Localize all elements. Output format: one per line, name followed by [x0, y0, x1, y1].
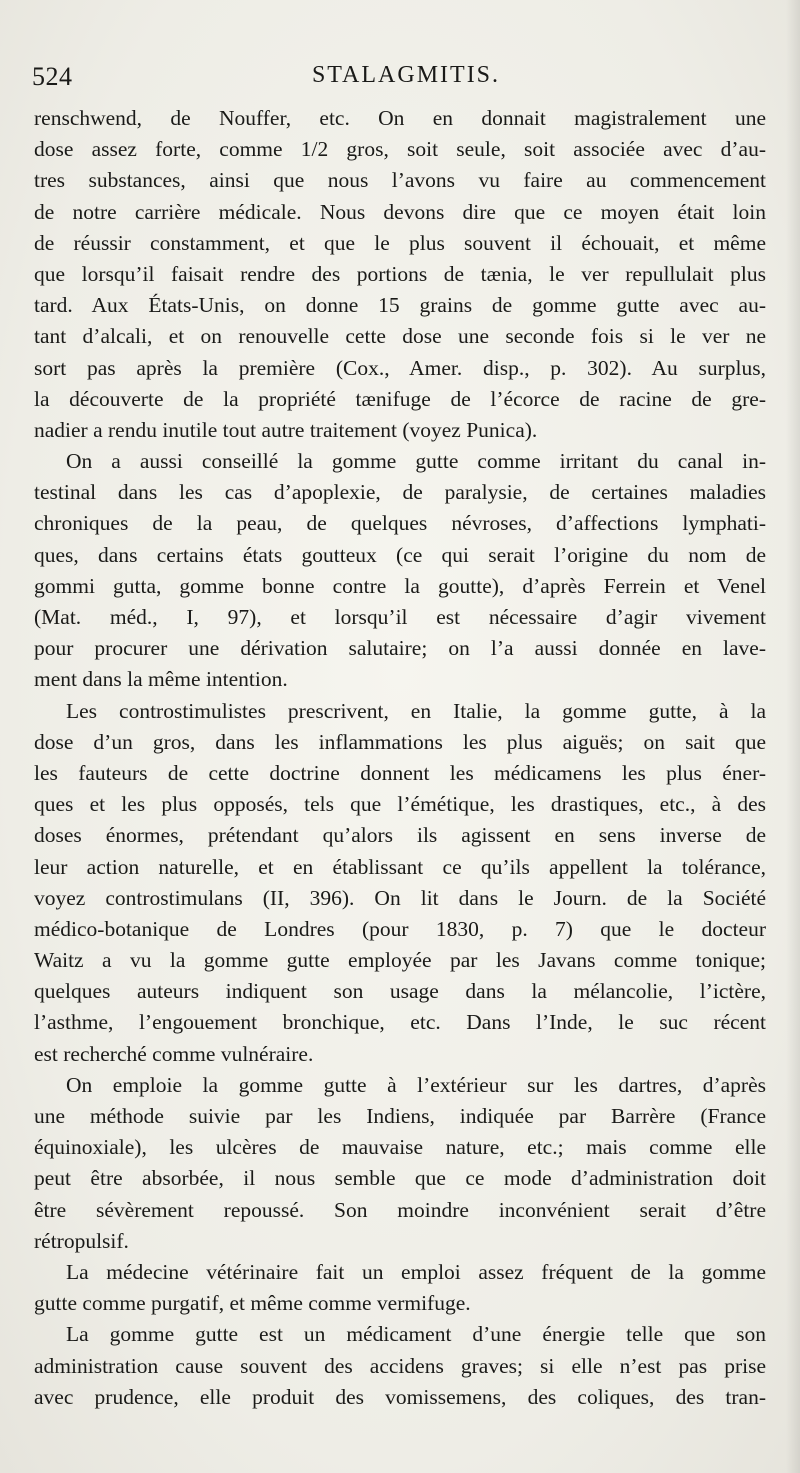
text-line: La gomme gutte est un médicament d’une énergie telle que son — [66, 1322, 766, 1347]
text-line: peut être absorbée, il nous semble que ce mode d’administration doit — [34, 1166, 766, 1191]
text-line: tres substances, ainsi que nous l’avons vu faire au commencement — [34, 168, 766, 193]
text-line: On emploie la gomme gutte à l’extérieur sur les dartres, d’après — [66, 1072, 766, 1097]
page-edge-shadow — [786, 0, 800, 1473]
text-line: pour procurer une dérivation salutaire; on l’a aussi donnée en lave- — [34, 636, 766, 661]
text-line: l’asthme, l’engouement bronchique, etc. Dans l’Inde, le suc récent — [34, 1010, 766, 1035]
text-line: ques et les plus opposés, tels que l’émétique, les drastiques, etc., à des — [34, 792, 766, 817]
text-line: leur action naturelle, et en établissant ce qu’ils appellent la tolérance, — [34, 854, 766, 879]
body-text — [34, 103, 766, 1413]
text-line: médico-botanique de Londres (pour 1830, p. 7) que le docteur — [34, 916, 766, 941]
text-line: de réussir constamment, et que le plus souvent il échouait, et même — [34, 230, 766, 255]
text-line: quelques auteurs indiquent son usage dans la mélancolie, l’ictère, — [34, 979, 766, 1004]
text-line: sort pas après la première (Cox., Amer. disp., p. 302). Au surplus, — [34, 355, 766, 380]
text-line: tard. Aux États-Unis, on donne 15 grains de gomme gutte avec au- — [34, 293, 766, 318]
text-line: dose d’un gros, dans les inflammations les plus aiguës; on sait que — [34, 729, 766, 754]
text-line: les fauteurs de cette doctrine donnent les médicamens les plus éner- — [34, 760, 766, 785]
text-line: équinoxiale), les ulcères de mauvaise nature, etc.; mais comme elle — [34, 1135, 766, 1160]
text-line: (Mat. méd., I, 97), et lorsqu’il est nécessaire d’agir vivement — [34, 605, 766, 629]
text-line: Les controstimulistes prescrivent, en Italie, la gomme gutte, à la — [66, 698, 766, 723]
text-line: rétropulsif. — [34, 1228, 129, 1253]
text-line: chroniques de la peau, de quelques névroses, d’affections lymphati- — [34, 511, 766, 536]
text-line: est recherché comme vulnéraire. — [34, 1041, 314, 1066]
running-title: STALAGMITIS. — [311, 62, 501, 88]
text-line: de notre carrière médicale. Nous devons dire que ce moyen était loin — [34, 199, 766, 224]
text-line: gutte comme purgatif, et même comme vermifuge. — [34, 1291, 471, 1316]
text-line: ment dans la même intention. — [34, 667, 288, 692]
text-line: une méthode suivie par les Indiens, indiquée par Barrère (France — [34, 1104, 766, 1128]
text-line: voyez controstimulans (II, 396). On lit dans le Journ. de la Société — [34, 885, 766, 910]
text-line: On a aussi conseillé la gomme gutte comme irritant du canal in- — [66, 449, 766, 474]
page-header — [32, 62, 760, 102]
text-line: être sévèrement repoussé. Son moindre inconvénient serait d’être — [34, 1197, 766, 1222]
text-line: renschwend, de Nouffer, etc. On en donnait magistralement une — [34, 106, 766, 130]
text-line: ques, dans certains états goutteux (ce qui serait l’origine du nom de — [34, 542, 766, 567]
text-line: testinal dans les cas d’apoplexie, de paralysie, de certaines maladies — [34, 480, 766, 505]
text-line: dose assez forte, comme 1/2 gros, soit seule, soit associée avec d’au- — [34, 137, 766, 162]
page-number: 524 — [32, 62, 73, 91]
text-line: administration cause souvent des accidens graves; si elle n’est pas prise — [34, 1353, 766, 1378]
text-line: gommi gutta, gomme bonne contre la goutte), d’après Ferrein et Venel — [34, 573, 766, 598]
text-line: avec prudence, elle produit des vomissemens, des coliques, des tran- — [34, 1384, 766, 1409]
text-line: que lorsqu’il faisait rendre des portions de tænia, le ver repullulait plus — [34, 261, 766, 286]
text-line: doses énormes, prétendant qu’alors ils agissent en sens inverse de — [34, 823, 766, 848]
text-line: tant d’alcali, et on renouvelle cette dose une seconde fois si le ver ne — [34, 324, 766, 349]
text-line: Waitz a vu la gomme gutte employée par les Javans comme tonique; — [34, 948, 766, 973]
text-line: la découverte de la propriété tænifuge de l’écorce de racine de gre- — [34, 386, 766, 411]
text-line: nadier a rendu inutile tout autre traitement (voyez Punica). — [34, 417, 538, 442]
text-line: La médecine vétérinaire fait un emploi assez fréquent de la gomme — [66, 1259, 766, 1284]
